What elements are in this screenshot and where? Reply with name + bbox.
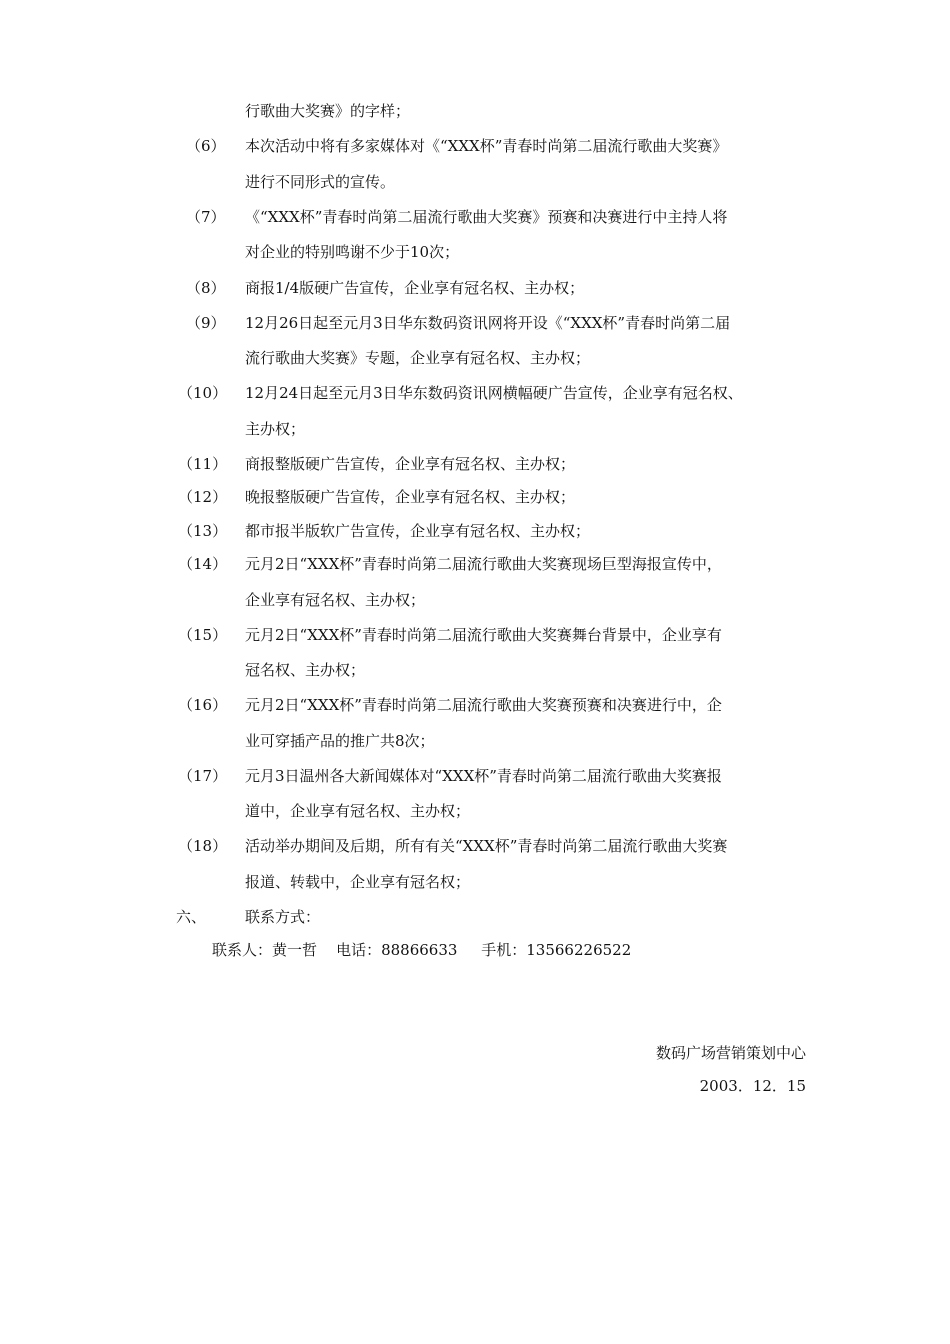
- item-number: （14）: [178, 555, 228, 573]
- section-title: 联系方式：: [245, 908, 321, 926]
- item-text-continuation: 流行歌曲大奖赛》专题，企业享有冠名权、主办权；: [245, 349, 591, 367]
- item-text: 都市报半版软广告宣传，企业享有冠名权、主办权；: [245, 522, 591, 540]
- item-text-continuation: 业可穿插产品的推广共8次；: [245, 732, 435, 750]
- item-text: 元月2日“XXX杯”青春时尚第二届流行歌曲大奖赛舞台背景中，企业享有: [245, 626, 722, 644]
- item-5-continuation: 行歌曲大奖赛》的字样；: [245, 102, 411, 120]
- item-text: 12月26日起至元月3日华东数码资讯网将开设《“XXX杯”青春时尚第二届: [245, 314, 731, 332]
- item-number: （17）: [178, 767, 228, 785]
- item-number: （9）: [186, 314, 226, 332]
- item-text: 晚报整版硬广告宣传，企业享有冠名权、主办权；: [245, 488, 576, 506]
- item-text-continuation: 主办权；: [245, 420, 306, 438]
- item-text-continuation: 进行不同形式的宣传。: [245, 173, 396, 191]
- item-text: 元月2日“XXX杯”青春时尚第二届流行歌曲大奖赛现场巨型海报宣传中，: [245, 555, 722, 573]
- item-text: 12月24日起至元月3日华东数码资讯网横幅硬广告宣传，企业享有冠名权、: [245, 384, 743, 402]
- item-number: （10）: [178, 384, 228, 402]
- item-number: （11）: [178, 455, 228, 473]
- item-number: （12）: [178, 488, 228, 506]
- item-number: （18）: [178, 837, 228, 855]
- item-text-continuation: 企业享有冠名权、主办权；: [245, 591, 426, 609]
- contact-info: 联系人：黄一哲 电话：88866633 手机：13566226522: [212, 941, 632, 959]
- item-text-continuation: 对企业的特别鸣谢不少于10次；: [245, 243, 460, 261]
- item-text-continuation: 报道、转载中，企业享有冠名权；: [245, 873, 471, 891]
- item-number: （7）: [186, 208, 226, 226]
- item-text: 元月2日“XXX杯”青春时尚第二届流行歌曲大奖赛预赛和决赛进行中，企: [245, 696, 722, 714]
- item-text: 商报整版硬广告宣传，企业享有冠名权、主办权；: [245, 455, 576, 473]
- item-text: 活动举办期间及后期，所有有关“XXX杯”青春时尚第二届流行歌曲大奖赛: [245, 837, 728, 855]
- item-text: 商报1/4版硬广告宣传，企业享有冠名权、主办权；: [245, 279, 585, 297]
- signature-date: 2003．12．15: [699, 1077, 806, 1095]
- item-number: （15）: [178, 626, 228, 644]
- item-text-continuation: 道中，企业享有冠名权、主办权；: [245, 802, 471, 820]
- item-text-continuation: 冠名权、主办权；: [245, 661, 366, 679]
- item-number: （8）: [186, 279, 226, 297]
- item-text: 《“XXX杯”青春时尚第二届流行歌曲大奖赛》预赛和决赛进行中主持人将: [245, 208, 728, 226]
- item-number: （6）: [186, 137, 226, 155]
- item-text: 元月3日温州各大新闻媒体对“XXX杯”青春时尚第二届流行歌曲大奖赛报: [245, 767, 722, 785]
- signature-org: 数码广场营销策划中心: [655, 1044, 806, 1062]
- item-number: （13）: [178, 522, 228, 540]
- item-number: （16）: [178, 696, 228, 714]
- section-number: 六、: [176, 908, 207, 926]
- item-text: 本次活动中将有多家媒体对《“XXX杯”青春时尚第二届流行歌曲大奖赛》: [245, 137, 728, 155]
